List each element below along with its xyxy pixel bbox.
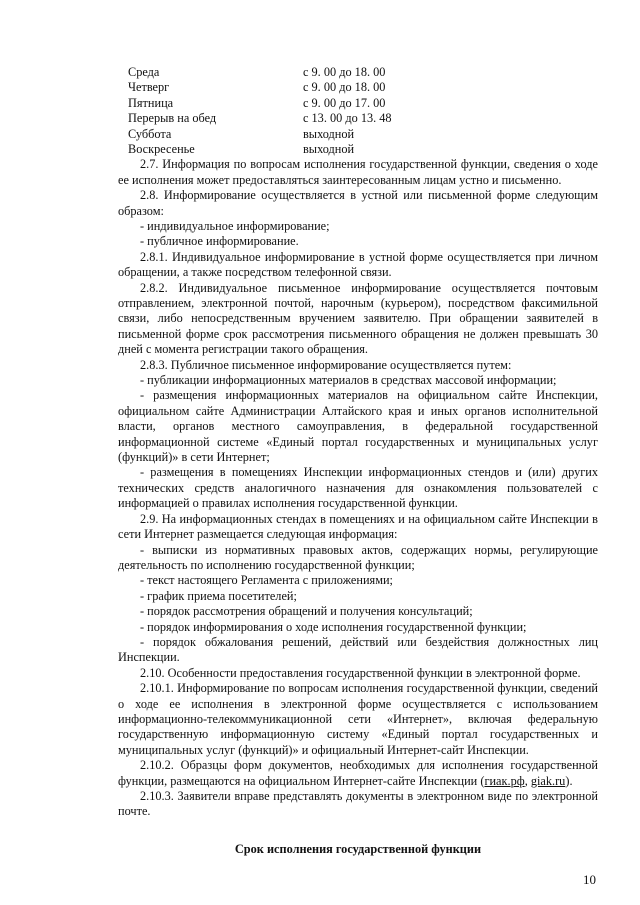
list-item: - индивидуальное информирование; — [140, 218, 330, 233]
schedule-row — [118, 111, 598, 126]
schedule-time: выходной — [303, 141, 355, 156]
paragraph-2-7: 2.7. Информация по вопросам исполнения государственной функции, сведения о ходе ее исполнения может предоставляться заинтересованным лицам устно и письменно. — [118, 157, 598, 187]
schedule-time: с 9. 00 до 17. 00 — [303, 95, 386, 110]
schedule-day: Перерыв на обед — [128, 111, 217, 126]
paragraph-2-10-2 — [118, 758, 598, 789]
list-item: - публичное информирование. — [140, 234, 299, 249]
paragraph-2-8-3: 2.8.3. Публичное письменное информирование осуществляется путем: — [140, 357, 512, 372]
schedule-time: с 13. 00 до 13. 48 — [303, 111, 392, 126]
schedule-day: Четверг — [128, 80, 170, 95]
separator-text: , — [524, 773, 531, 788]
page-content — [118, 65, 598, 857]
schedule-table — [118, 65, 598, 157]
paragraph-text: 2.10.2. Образцы форм документов, необходимых для исполнения государственной функции, размещаются на официальном Интернет-сайте Инспекции ( — [118, 758, 598, 788]
site-link-ru[interactable]: giak.ru — [530, 773, 566, 788]
paragraph-2-8-2: 2.8.2. Индивидуальное письменное информирование осуществляется почтовым отправлением, электронной почтой, нарочным (курьером), посредством факсимильной связи, либо непосредственным вручением заявителю. При обращении заявителей в письменной форме срок рассмотрения письменного обращения не должен превышать 30 дней с момента регистрации такого обращения. — [118, 280, 598, 357]
schedule-row — [118, 65, 598, 80]
list-item: - текст настоящего Регламента с приложениями; — [140, 573, 393, 588]
schedule-day: Среда — [128, 65, 160, 79]
schedule-time: с 9. 00 до 18. 00 — [303, 65, 386, 79]
list-item: - порядок информирования о ходе исполнения государственной функции; — [140, 619, 527, 634]
schedule-day: Суббота — [128, 126, 172, 141]
schedule-row — [118, 142, 598, 157]
list-item: - график приема посетителей; — [140, 588, 297, 603]
schedule-time: с 9. 00 до 18. 00 — [303, 80, 386, 95]
schedule-row — [118, 80, 598, 95]
section-heading: Срок исполнения государственной функции — [234, 841, 482, 856]
paragraph-2-10: 2.10. Особенности предоставления государственной функции в электронной форме. — [140, 665, 581, 680]
list-item: - порядок обжалования решений, действий или бездействия должностных лиц Инспекции. — [118, 634, 598, 665]
paragraph-2-9: 2.9. На информационных стендах в помещениях и на официальном сайте Инспекции в сети Интернет размещается следующая информация: — [118, 511, 598, 542]
schedule-day: Воскресенье — [128, 141, 195, 156]
list-item: - выписки из нормативных правовых актов, содержащих нормы, регулирующие деятельность по исполнению государственной функции; — [118, 542, 598, 572]
list-item: - размещения информационных материалов на официальном сайте Инспекции, официальном сайте Администрации Алтайского края и иных органов исполнительной власти, органов местного самоуправления, в федеральной государственной информационной системе «Единый портал государственных и муниципальных услуг (функций)» в сети Интернет; — [118, 388, 598, 465]
list-item: - размещения в помещениях Инспекции информационных стендов и (или) других технических средств аналогичного назначения для ознакомления пользователей с информацией о правилах исполнения государственной функции. — [118, 465, 598, 511]
page-number: 10 — [583, 872, 596, 887]
paragraph-2-10-1: 2.10.1. Информирование по вопросам исполнения государственной функции, сведений о ходе ее исполнения в электронной форме осуществляется с использованием информационно-телекоммуникационной сети «Интернет», включая федеральную государственную информационную систему «Единый портал государственных и муниципальных услуг (функций)» и официальный Интернет-сайт Инспекции. — [118, 681, 598, 757]
paragraph-text: ). — [565, 773, 573, 788]
schedule-row — [118, 96, 598, 111]
paragraph-2-8-1: 2.8.1. Индивидуальное информирование в устной форме осуществляется при личном обращении, а также посредством телефонной связи. — [118, 249, 598, 280]
list-item: - публикации информационных материалов в средствах массовой информации; — [140, 373, 557, 388]
paragraph-2-8: 2.8. Информирование осуществляется в устной или письменной форме следующим образом: — [118, 188, 598, 218]
site-link-rf[interactable]: гиак.рф — [484, 773, 525, 788]
schedule-row — [118, 127, 598, 142]
schedule-time: выходной — [303, 126, 355, 141]
paragraph-2-10-3: 2.10.3. Заявители вправе представлять документы в электронном виде по электронной почте. — [118, 789, 598, 819]
list-item: - порядок рассмотрения обращений и получения консультаций; — [140, 604, 473, 619]
schedule-day: Пятница — [128, 95, 174, 110]
